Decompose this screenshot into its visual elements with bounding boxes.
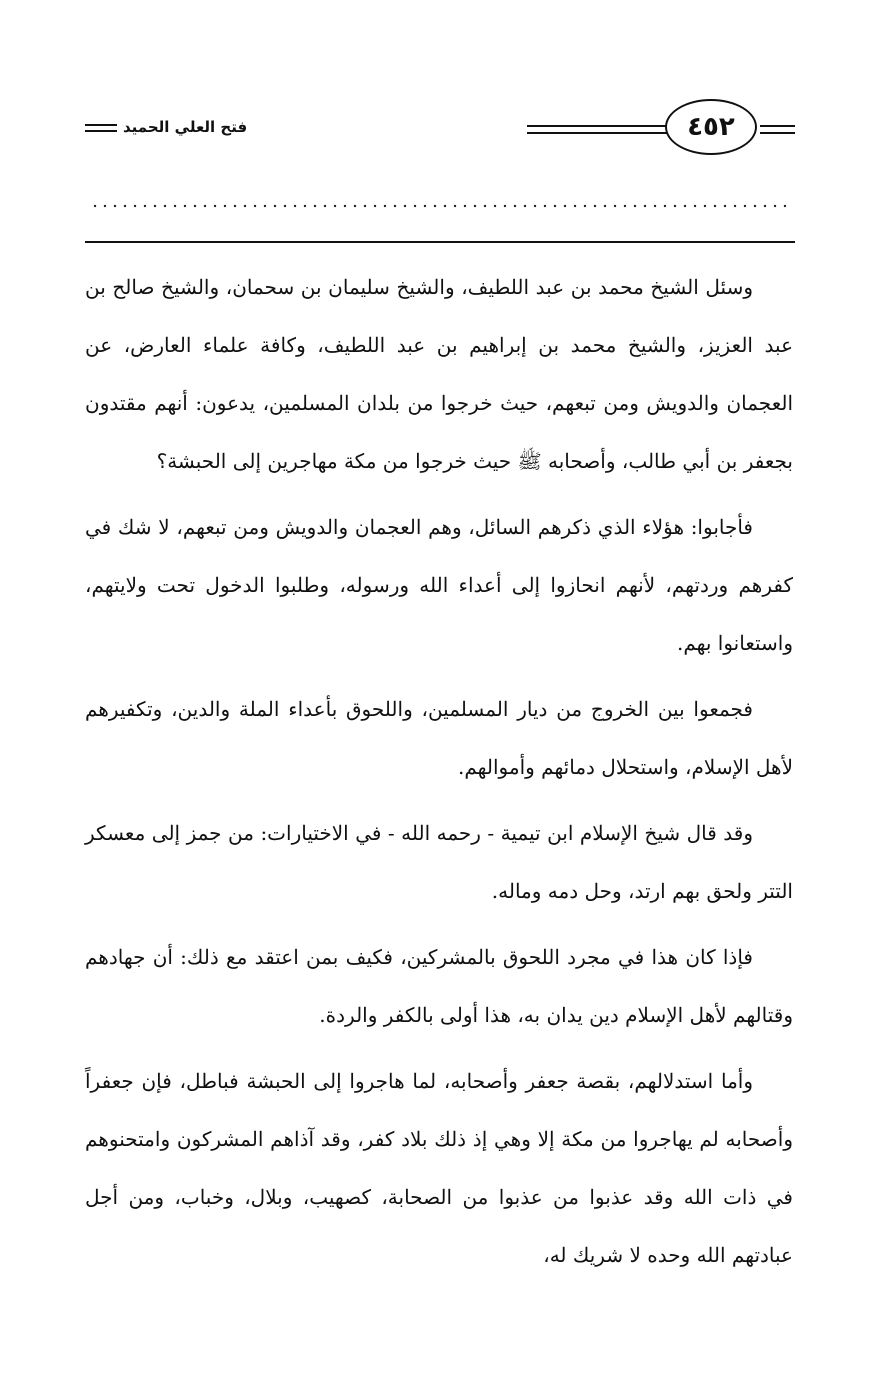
page-number-oval	[665, 99, 757, 155]
header-line-top	[527, 125, 667, 127]
paragraph: فجمعوا بين الخروج من ديار المسلمين، واللحوق بأعداء الملة والدين، وتكفيرهم لأهل الإسلام، واستحلال دمائهم وأموالهم.	[85, 697, 793, 779]
paragraph: فأجابوا: هؤلاء الذي ذكرهم السائل، وهم العجمان والدويش ومن تبعهم، لا شك في كفرهم وردتهم، لأنهم انحازوا إلى أعداء الله ورسوله، وطلبوا الدخول تحت ولايتهم، واستعانوا بهم.	[85, 515, 793, 655]
page-body	[85, 258, 793, 1292]
paragraph: فإذا كان هذا في مجرد اللحوق بالمشركين، فكيف بمن اعتقد مع ذلك: أن جهادهم وقتالهم لأهل الإسلام دين يدان به، هذا أولى بالكفر والردة.	[85, 945, 793, 1027]
header-line-right-top	[760, 125, 795, 127]
paragraph: وأما استدلالهم، بقصة جعفر وأصحابه، لما هاجروا إلى الحبشة فباطل، فإن جعفراً وأصحابه لم يهاجروا من مكة إلا وهي إذ ذلك بلاد كفر، وقد آذاهم المشركون وامتحنوهم في ذات الله وقد عذبوا من عذبوا من الصحابة، كصهيب، وبلال، وخباب، ومن أجل عبادتهم الله وحده لا شريك له،	[85, 1069, 793, 1267]
title-rule-bottom	[85, 130, 117, 132]
header-line-bottom	[527, 132, 667, 134]
title-rule-top	[85, 124, 117, 126]
page-header	[85, 95, 795, 170]
paragraph: وقد قال شيخ الإسلام ابن تيمية - رحمه الله - في الاختيارات: من جمز إلى معسكر التتر ولحق بهم ارتد، وحل دمه وماله.	[85, 821, 793, 903]
header-separator	[85, 241, 795, 243]
page-number: ٤٥٢	[687, 112, 735, 142]
paragraph: وسئل الشيخ محمد بن عبد اللطيف، والشيخ سليمان بن سحمان، والشيخ صالح بن عبد العزيز، والشيخ محمد بن إبراهيم بن عبد اللطيف، وكافة علماء العارض، عن العجمان والدويش ومن تبعهم، حيث خرجوا من بلدان المسلمين، يدعون: أنهم مقتدون بجعفر بن أبي طالب، وأصحابه ﷺ حيث خرجوا من مكة مهاجرين إلى الحبشة؟	[85, 275, 793, 473]
book-title: فتح العلي الحميد	[123, 118, 248, 136]
dotted-divider	[90, 200, 790, 212]
header-line-right-bottom	[760, 132, 795, 134]
